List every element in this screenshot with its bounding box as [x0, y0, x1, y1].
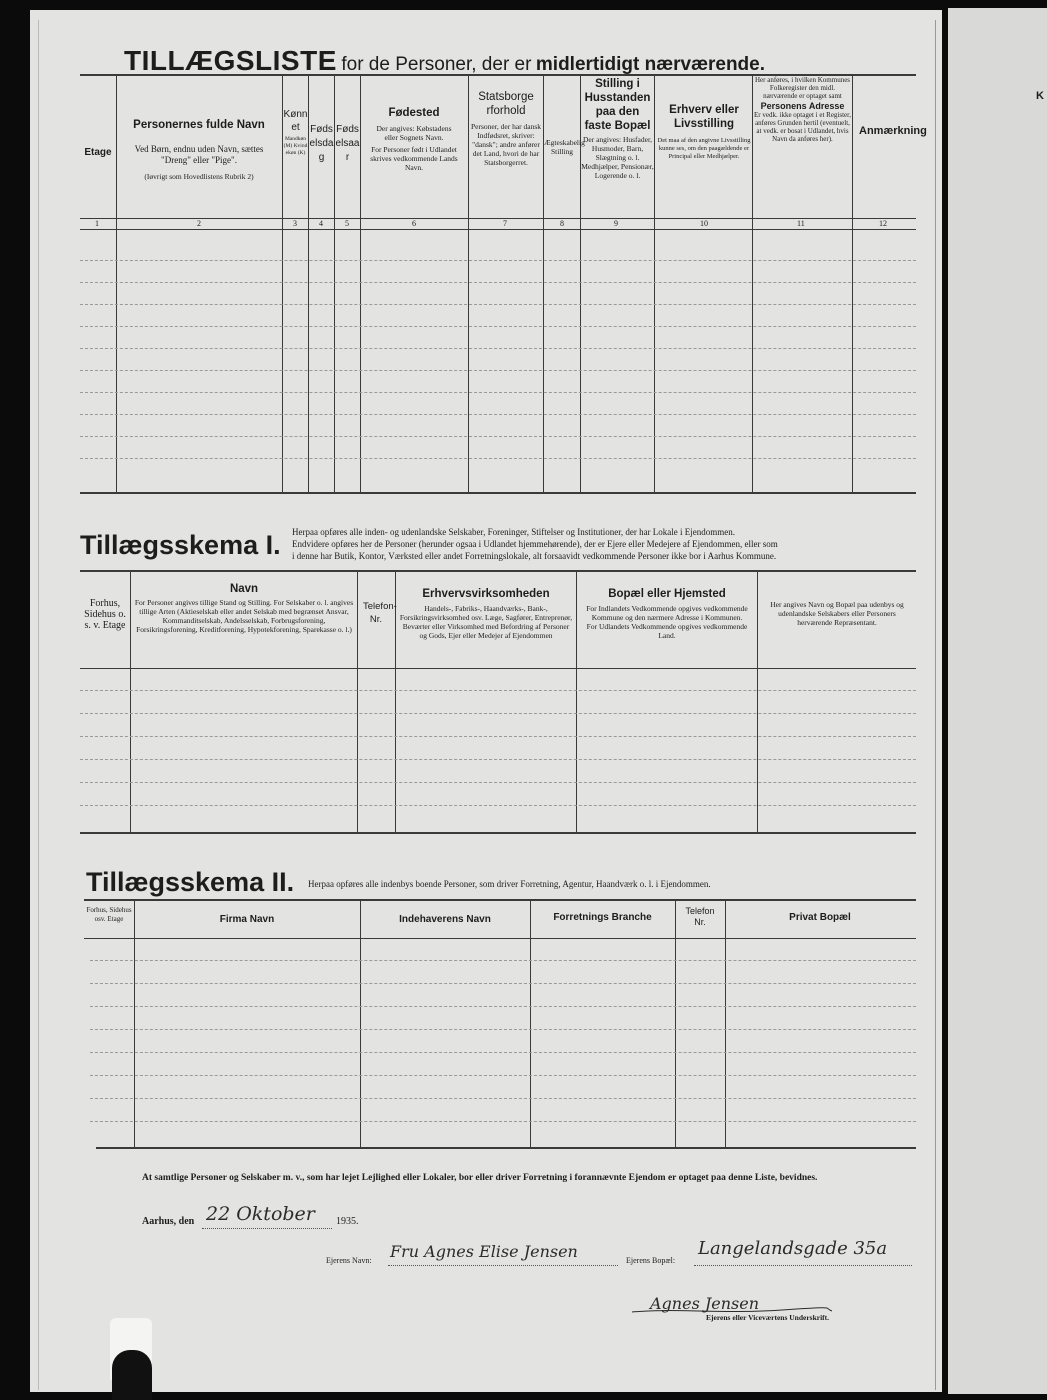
skema1-intro: Herpaa opføres alle inden- og udenlandske Selskaber, Foreninger, Stiftelser og Institutioner, der har Lokale i Ejendommen. Endvidere opføres her de Personer (herunder ogsaa i Udlandet hjemmehørende), der er Ejere eller Medejere af Ejendommen, eller som i denne har Butik, Kontor, Værksted eller andet Forretningslokale, alt forsaavidt vedkommende Personer ikke bor i Aarhus Kommune. — [292, 527, 778, 561]
col-foedselsaar-header: Fødselsaar — [335, 124, 360, 163]
skema1-col-erhverv: Erhvervsvirksomheden Handels-, Fabriks-, Haandværks-, Bank-, Forsikringsvirksomhed osv. Læge, Sagfører, Entreprenør, Beværter eller Virksomhed med Befordring af Personer og Gods, Ejer eller Medejer af Ejendommen — [399, 588, 573, 640]
col-erhverv-header: Erhverv eller Livsstilling Det maa af den angivne Livsstilling kunne ses, om den paagældende er Principal eller Medhjælper. — [657, 104, 751, 160]
col-number: 10 — [700, 219, 708, 228]
skema2-col-branche: Forretnings Branche — [553, 912, 652, 923]
skema2-col-telefon: Telefon Nr. — [685, 906, 715, 927]
skema1-col-repraesentant: Her angives Navn og Bopæl paa udenbys og udenlandske Selskabers eller Personers herværende Repræsentant. — [770, 600, 904, 627]
skema2-col-privat-bopael: Privat Bopæl — [789, 912, 851, 923]
skema1-col-telefon: Telefon-Nr. — [363, 601, 397, 625]
page-title: TILLÆGSLISTE for de Personer, der er midlertidigt nærværende. — [124, 45, 766, 76]
adjacent-page-fragment: K — [1036, 90, 1044, 102]
col-number: 1 — [95, 219, 99, 228]
date-handwritten: 22 Oktober — [206, 1203, 315, 1225]
owner-signature: Agnes Jensen — [650, 1294, 760, 1313]
col-number: 3 — [293, 219, 297, 228]
owner-name-handwritten: Fru Agnes Elise Jensen — [390, 1242, 578, 1261]
col-aegteskabelig-header: Ægteskabelig Stilling — [544, 138, 585, 156]
col-anmaerkning-header: Anmærkning — [859, 125, 927, 137]
skema2-col-indehaver: Indehaverens Navn — [399, 914, 491, 925]
binding-clip — [112, 1350, 152, 1400]
skema1-col-etage: Forhus, Sidehus o. s. v. Etage — [84, 598, 126, 631]
skema2-intro: Herpaa opføres alle indenbys boende Personer, som driver Forretning, Agentur, Haandværk o. l. i Ejendommen. — [308, 879, 711, 889]
col-navn-header: Personernes fulde Navn Ved Børn, endnu uden Navn, sættes "Dreng" eller "Pige". (Iøvrigt som Hovedlistens Rubrik 2) — [133, 119, 265, 181]
col-number: 2 — [197, 219, 201, 228]
skema2-col-etage: Forhus, Sidehus osv. Etage — [86, 906, 132, 923]
adjacent-page — [948, 8, 1047, 1394]
owner-name-label: Ejerens Navn: — [326, 1256, 372, 1265]
col-number: 7 — [503, 219, 507, 228]
col-stilling-header: Stilling i Husstanden paa den faste Bopæl Der angives: Husfader, Husmoder, Barn, Slægtning o. l. Medhjælper, Pensionær, Logerende o. l. — [581, 78, 654, 180]
col-number: 5 — [345, 219, 349, 228]
col-statsborger-header: Statsborgerforhold Personer, der har dansk Indfødsret, skriver: "dansk"; andre anfører det Land, hvori de har Statsborgerret. — [470, 91, 542, 167]
skema1-title: Tillægsskema I. — [80, 530, 281, 560]
col-adresse-header: Her anføres, i hvilken Kommunes Folkeregister den midl. nærværende er optaget samt Personens Adresse Er vedk. ikke optaget i et Register, anføres Grunden hertil (eventuelt, at vedk. er bosat i Udlandet, hvis Navn da anføres her). — [754, 76, 851, 143]
skema2-col-firma: Firma Navn — [219, 914, 275, 925]
owner-address-handwritten: Langelandsgade 35a — [698, 1238, 888, 1259]
col-number: 12 — [879, 219, 887, 228]
col-number: 8 — [560, 219, 564, 228]
col-etage-header: Etage — [84, 147, 112, 158]
col-number: 4 — [319, 219, 323, 228]
signature-label: Ejerens eller Viceværtens Underskrift. — [706, 1313, 830, 1322]
skema1-col-navn: Navn For Personer angives tillige Stand og Stilling. For Selskaber o. l. angives tillige Arten (Aktieselskab eller andet Selskab med begrænset Ansvar, Kommanditselskab, Andelsselskab, Forbrugsforening, Forsikringsforening, Kreditforening, Hypotekforening, Sparekasse o. l.) — [134, 583, 354, 634]
col-koennet-header: Kønnet Mandkøn (M) Kvindekøn (K) — [283, 109, 308, 156]
year: 1935. — [336, 1216, 359, 1227]
col-number: 9 — [614, 219, 618, 228]
col-number: 6 — [412, 219, 416, 228]
col-number: 11 — [797, 219, 805, 228]
col-foedselsdag-header: Fødselsdag — [309, 124, 334, 163]
skema2-title: Tillægsskema II. — [86, 867, 295, 897]
owner-address-label: Ejerens Bopæl: — [626, 1256, 676, 1265]
attestation-statement: At samtlige Personer og Selskaber m. v., som har lejet Lejlighed eller Lokaler, bor eller driver Forretning i forannævnte Ejendom er optaget paa denne Liste, bevidnes. — [142, 1173, 818, 1183]
col-foedested-header: Fødested Der angives: Købstadens eller Sognets Navn. For Personer født i Udlandet skrives vedkommende Lands Navn. — [370, 107, 458, 172]
skema1-col-bopael: Bopæl eller Hjemsted For Indlandets Vedkommende opgives vedkommende Kommune og den nærmere Adresse i Kommunen. For Udlandets Vedkommende opgives vedkommende Land. — [586, 588, 748, 640]
place-label: Aarhus, den — [142, 1216, 195, 1227]
